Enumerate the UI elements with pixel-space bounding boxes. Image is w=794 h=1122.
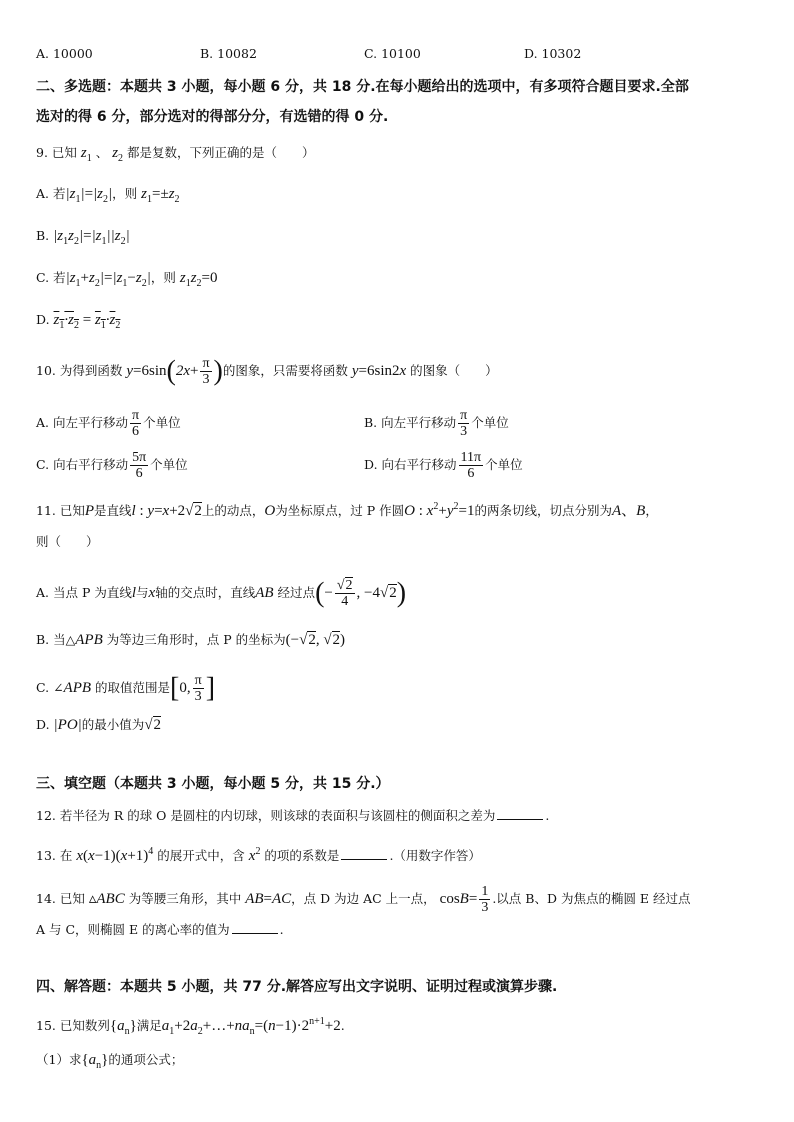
q10-option-c: C. 向右平行移动 $\frac{5\pi}{6}$ 个单位 xyxy=(36,450,188,481)
q11-option-d: D. |PO|的最小值为√2 xyxy=(36,717,162,733)
q9-option-a: A. 若$|z_1|=|z_2|$，则 $z_1=\pm z_2$ xyxy=(36,186,180,205)
q10-stem: 10. 为得到函数 y=6sin(2x+ $\frac{\pi}{3}$ )的图象，只需要将函数 y=6sin2x 的图象（ ） xyxy=(36,355,498,387)
q9-stem: 9. 已知 $z_1$ 、 $z_2$ 都是复数，下列正确的是（ ） xyxy=(36,145,315,164)
q15-part1: （1）求$\{a_n\}$的通项公式； xyxy=(36,1052,184,1071)
q13: 13. 在 $x(x-1)(x+1)^4$ 的展开式中，含 $x^2$ 的项的系数是 .（用数字作答） xyxy=(36,846,481,864)
section3-heading: 三、填空题（本题共 3 小题，每小题 5 分，共 15 分.） xyxy=(36,776,390,792)
q11-stem: 11. 已知P是直线l : y=x+2√2上的动点，O为坐标原点，过 P 作圆O : $x^2+y^2=1$的两条切线，切点分别为A、B， xyxy=(36,501,658,519)
q9-option-b: B. $|z_1z_2|=|z_1||z_2|$ xyxy=(36,228,130,247)
q12: 12. 若半径为 R 的球 O 是圆柱的内切球，则该球的表面积与该圆柱的侧面积之差为 . xyxy=(36,808,550,823)
q9-option-c: C. 若$|z_1+z_2|=|z_1-z_2|$，则 $z_1z_2=0$ xyxy=(36,270,218,289)
section2-heading-cont: 选对的得 6 分，部分选对的得部分分，有选错的得 0 分. xyxy=(36,109,389,125)
section4-heading: 四、解答题：本题共 5 小题，共 77 分.解答应写出文字说明、证明过程或演算步骤. xyxy=(36,979,558,995)
q14: 14. 已知 ▵ABC 为等腰三角形，其中 AB=AC，点 D 为边 AC 上一点， cosB= $\frac{1}{3}$ .以点 B、D 为焦点的椭圆 E 经过点 xyxy=(36,884,691,915)
q15-stem: 15. 已知数列$\{a_n\}$满足$a_1+2a_2+\dots+na_n=(n-1)\cdot 2^{n+1}+2$. xyxy=(36,1016,345,1037)
choice-a: A. 10000 xyxy=(36,46,93,61)
q11-option-c: C. ∠APB 的取值范围是[0, $\frac{\pi}{3}$ ] xyxy=(36,672,216,704)
q10-option-a: A. 向左平行移动 $\frac{\pi}{6}$ 个单位 xyxy=(36,408,181,439)
choice-b: B. 10082 xyxy=(200,46,257,61)
q11-stem-cont: 则（ ） xyxy=(36,534,99,549)
q10-option-b: B. 向左平行移动 $\frac{\pi}{3}$ 个单位 xyxy=(364,408,509,439)
q9-option-d: D. $z_1\cdot z_2 = z_1\cdot z_2$ xyxy=(36,312,121,331)
q10-option-d: D. 向右平行移动 $\frac{11\pi}{6}$ 个单位 xyxy=(364,450,523,481)
q11-option-a: A. 当点 P 为直线l与x轴的交点时，直线AB 经过点(− $\frac{√2}{4}$ , −4√2) xyxy=(36,577,407,609)
q11-option-b: B. 当△APB 为等边三角形时，点 P 的坐标为(−√2, √2) xyxy=(36,632,346,648)
choice-c: C. 10100 xyxy=(364,46,421,61)
section2-heading: 二、多选题：本题共 3 小题，每小题 6 分，共 18 分.在每小题给出的选项中，有多项符合题目要求.全部 xyxy=(36,79,689,95)
choice-d: D. 10302 xyxy=(524,46,582,61)
q14-cont: A 与 C，则椭圆 E 的离心率的值为 . xyxy=(36,922,284,937)
